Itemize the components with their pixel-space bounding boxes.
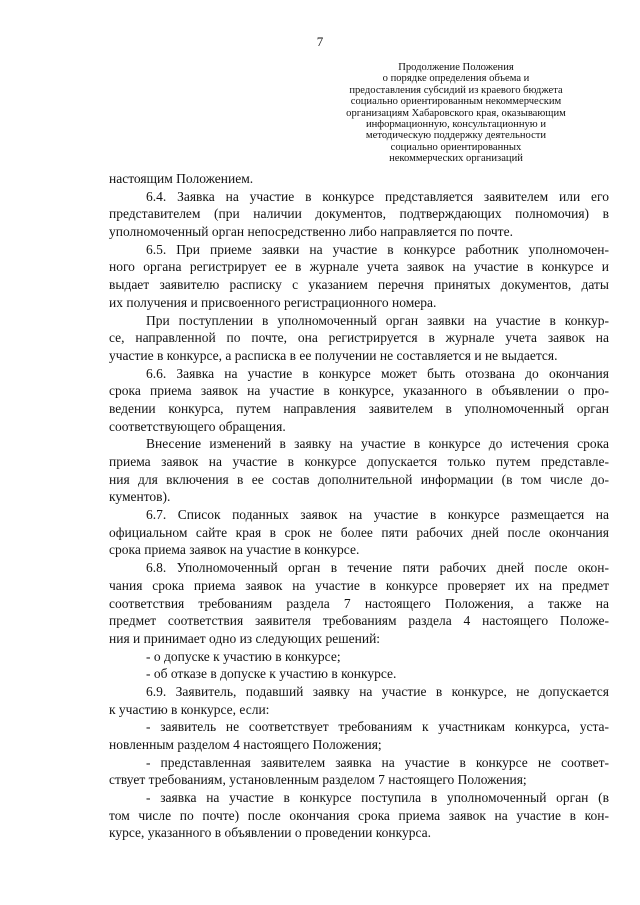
- text-line: 6.7. Список поданных заявок на участие в конкурсе размещается на: [146, 507, 609, 523]
- text-line: соответствия требованиям раздела 7 настоящего Положения, а также на: [109, 595, 609, 611]
- text-line: том числе по почте) после окончания срока приема заявок на участие в кон-: [109, 807, 609, 823]
- header-line: информационную, консультационную и: [365, 119, 547, 131]
- text-line: ведении конкурса, путем направления заявителем в уполномоченный орган: [109, 400, 609, 416]
- header-line: социально ориентированных: [390, 141, 522, 153]
- text-line: предмет соответствия заявителя требованиям раздела 4 настоящего Положе-: [109, 613, 609, 629]
- text-line: уполномоченный орган непосредственно либо направляется по почте.: [109, 224, 513, 240]
- page-number: 7: [316, 34, 324, 49]
- text-line: ствует требованиям, установленным разделом 7 настоящего Положения;: [109, 772, 527, 788]
- text-line: чания срока приема заявок на участие в конкурсе проверяет их на предмет: [109, 577, 609, 593]
- text-line: 6.9. Заявитель, подавший заявку на участие в конкурсе, не допускается: [146, 683, 609, 699]
- text-line: их получения и присвоенного регистрационного номера.: [109, 294, 437, 310]
- header-line: социально ориентированным некоммерческим: [350, 96, 562, 108]
- text-line: соответствующего обращения.: [109, 418, 286, 434]
- header-line: Продолжение Положения: [398, 62, 514, 73]
- header-note: [330, 62, 582, 165]
- text-line: срока приема заявок на участие в конкурсе, указанного в объявлении о про-: [109, 383, 609, 399]
- header-line: некоммерческих организаций: [389, 153, 523, 165]
- text-line: - об отказе в допуске к участию в конкурсе.: [146, 666, 397, 682]
- text-line: - о допуске к участию в конкурсе;: [146, 648, 341, 664]
- text-line: кументов).: [109, 489, 171, 505]
- text-line: 6.8. Уполномоченный орган в течение пяти рабочих дней после окон-: [146, 560, 609, 576]
- text-line: участие в конкурсе, а расписка в ее получении не составляется и не выдается.: [109, 347, 558, 363]
- text-line: официальном сайте края в срок не более пяти рабочих дней после окончания: [109, 524, 609, 540]
- document-body: [109, 170, 609, 842]
- text-line: выдает заявителю расписку с указанием перечня принятых документов, даты: [109, 277, 609, 293]
- text-line: 6.4. Заявка на участие в конкурсе представляется заявителем или его: [146, 188, 609, 204]
- text-line: настоящим Положением.: [109, 171, 254, 186]
- text-line: - представленная заявителем заявка на участие в конкурсе не соответ-: [146, 754, 609, 770]
- text-line: Внесение изменений в заявку на участие в конкурсе до истечения срока: [146, 436, 609, 452]
- text-line: 6.6. Заявка на участие в конкурсе может быть отозвана до окончания: [146, 365, 609, 381]
- header-line: организациям Хабаровского края, оказывающим: [346, 107, 566, 119]
- text-line: - заявка на участие в конкурсе поступила в уполномоченный орган (в: [146, 790, 609, 806]
- text-line: срока приема заявок на участие в конкурсе.: [109, 542, 360, 558]
- text-line: курсе, указанного в объявлении о проведении конкурса.: [109, 825, 432, 841]
- text-line: ния и принимает одно из следующих решений:: [109, 630, 381, 646]
- text-line: приема заявок на участие в конкурсе допускается только путем представле-: [109, 454, 609, 469]
- text-line: ния для включения в ее состав дополнительной информации (в том числе до-: [109, 471, 609, 487]
- text-line: ного органа регистрирует ее в журнале учета заявок на участие в конкурсе и: [109, 259, 609, 275]
- text-line: се, направленной по почте, она регистрируется в журнале учета заявок на: [109, 330, 609, 346]
- text-line: При поступлении в уполномоченный орган заявки на участие в конкур-: [146, 312, 609, 328]
- text-line: - заявитель не соответствует требованиям к участникам конкурса, уста-: [146, 719, 609, 735]
- text-line: 6.5. При приеме заявки на участие в конкурсе работник уполномочен-: [146, 241, 609, 257]
- header-line: предоставления субсидий из краевого бюджета: [349, 84, 563, 96]
- header-line: методическую поддержку деятельности: [365, 130, 547, 142]
- text-line: к участию в конкурсе, если:: [109, 701, 270, 717]
- header-line: о порядке определения объема и: [382, 73, 530, 85]
- text-line: новленным разделом 4 настоящего Положения;: [109, 737, 382, 752]
- text-line: представителем (при наличии документов, подтверждающих полномочия) в: [109, 206, 609, 222]
